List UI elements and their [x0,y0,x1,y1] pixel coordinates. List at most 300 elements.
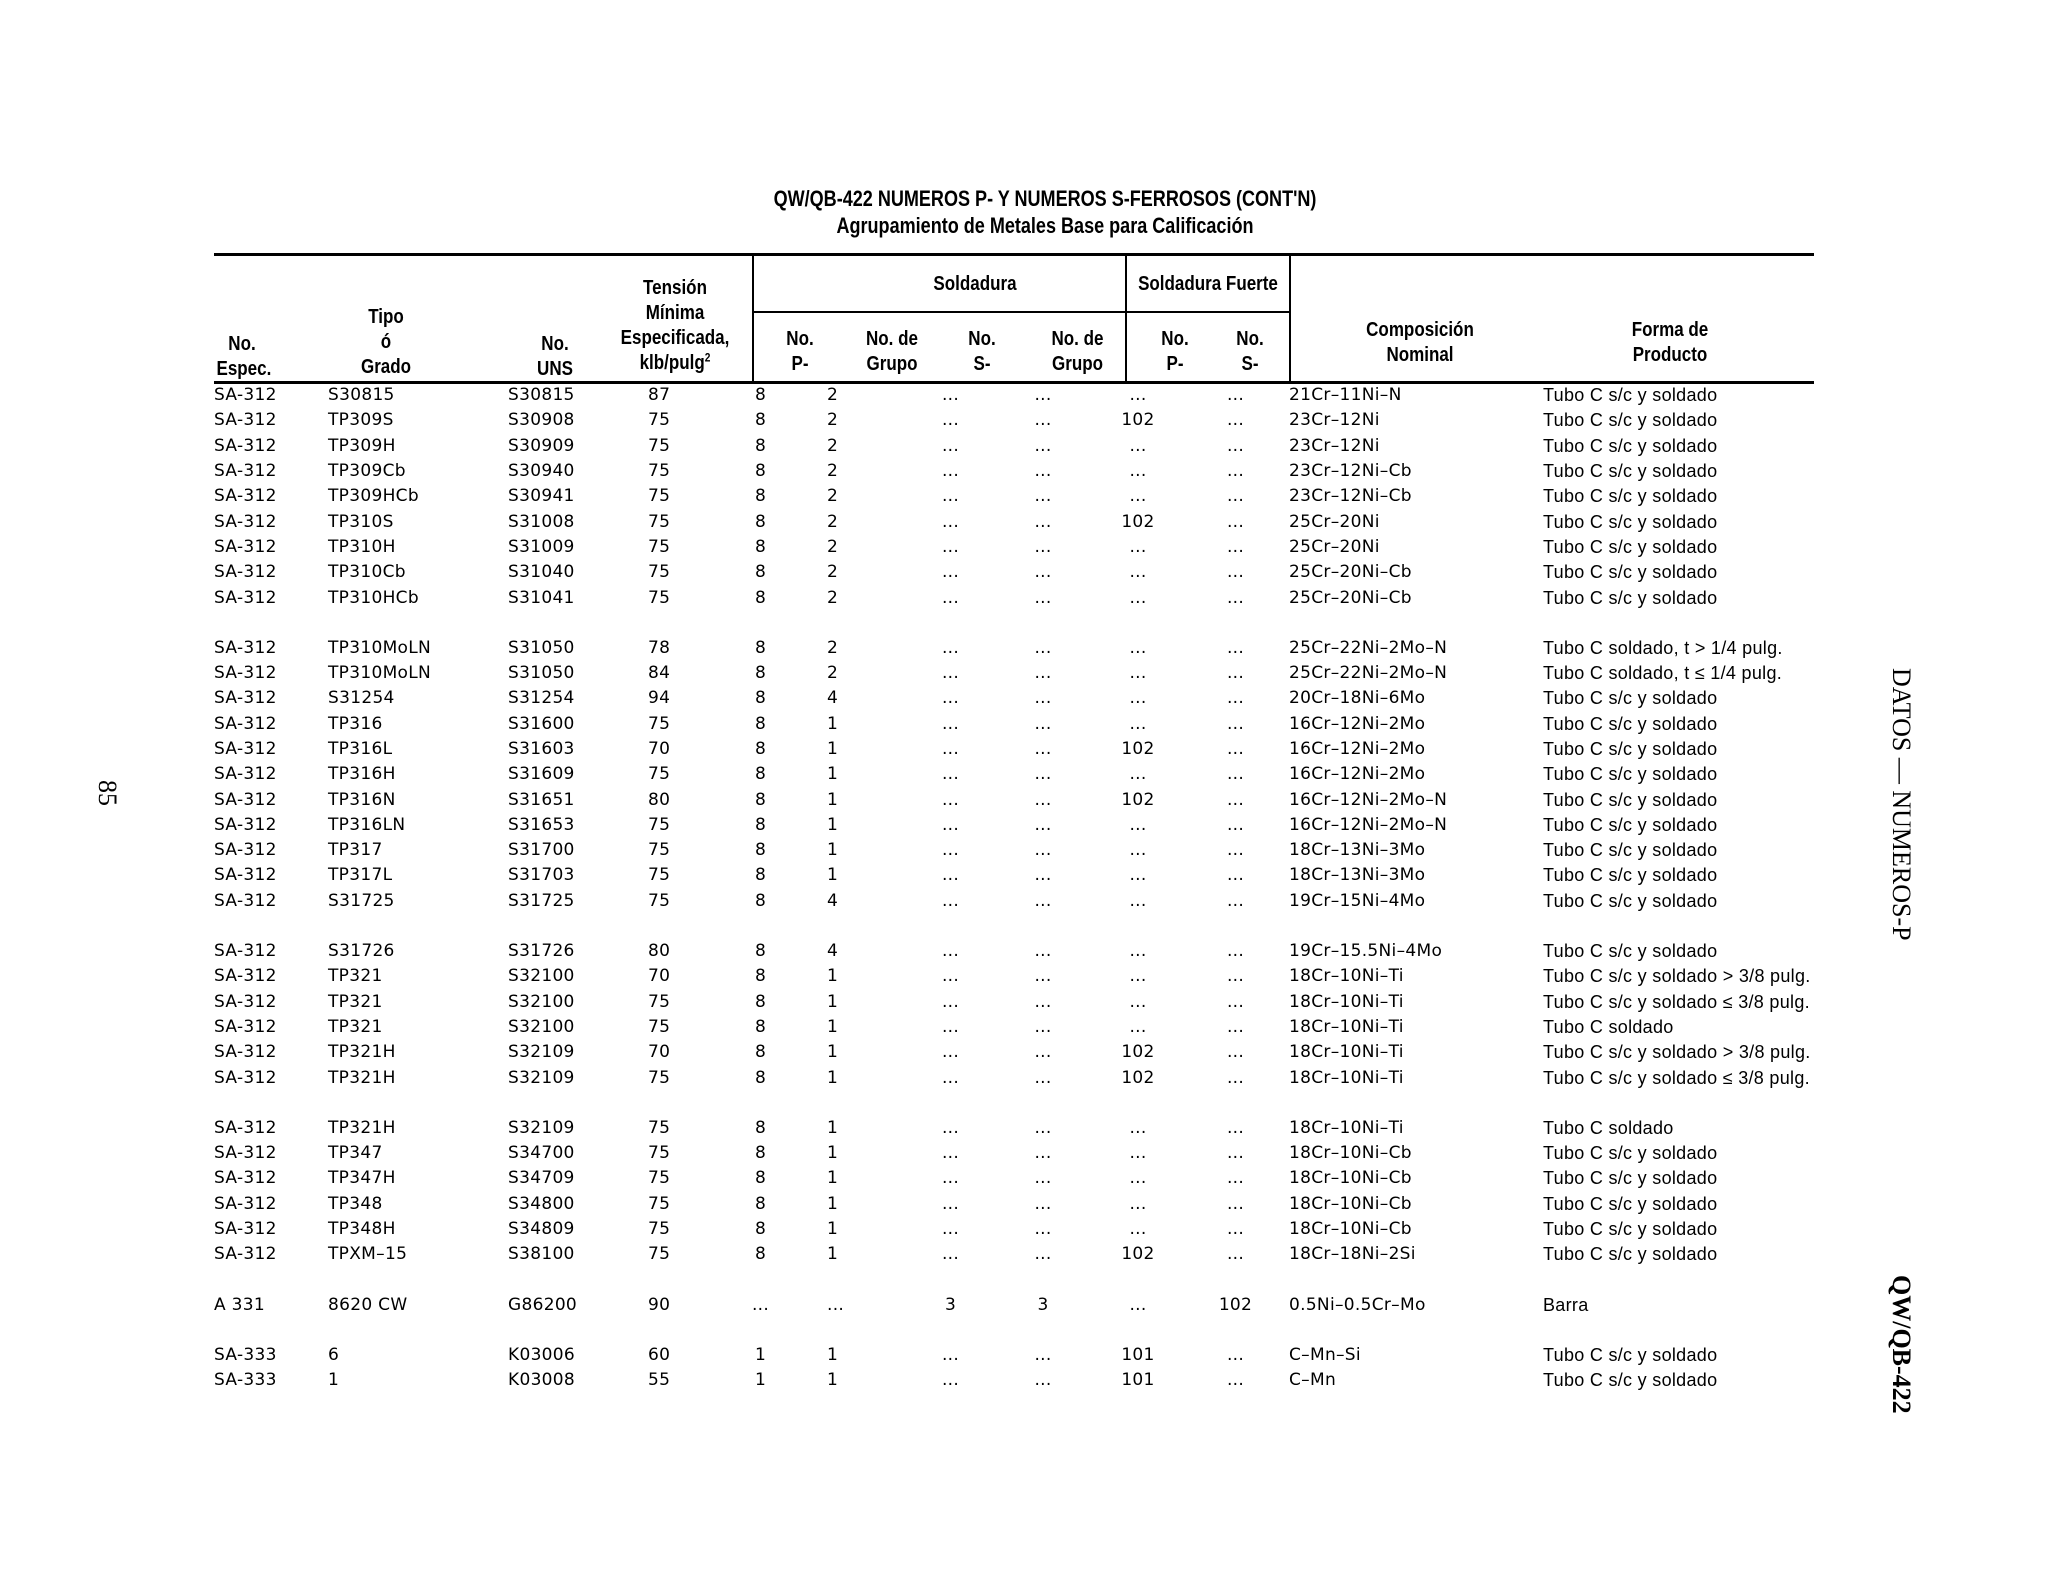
cell-sold-grupo-s: ... [1034,1117,1052,1138]
cell-composicion: 18Cr–10Ni–Ti [1289,1042,1404,1063]
cell-sold-grupo: 1 [827,1143,839,1164]
side-label-code: QW/QB-422 [1887,1275,1916,1414]
header-text: No. [1236,328,1264,350]
cell-uns: S31703 [508,865,575,886]
cell-sold-grupo: 2 [827,637,839,658]
cell-sold-s: ... [941,1168,960,1189]
table-spacer-row [214,914,1874,939]
table-spacer-row [214,1268,1874,1293]
cell-espec: SA-333 [214,1344,277,1365]
cell-espec: SA-312 [214,840,277,861]
cell-composicion: C–Mn–Si [1289,1344,1361,1365]
cell-uns: S32109 [508,1042,575,1063]
cell-sold-grupo: 1 [827,966,839,987]
cell-sold-s: ... [941,1193,960,1214]
header-sf-s [1229,327,1272,377]
cell-forma: Tubo C s/c y soldado [1543,1219,1718,1240]
cell-sold-grupo-s: 3 [1037,1294,1049,1315]
cell-forma: Tubo C s/c y soldado [1543,1244,1718,1265]
cell-sold-grupo: 2 [827,385,839,406]
cell-sf-p: ... [1129,587,1147,608]
header-tipo [352,305,420,380]
cell-sold-s: ... [941,840,960,861]
cell-espec: SA-312 [214,688,277,709]
cell-uns: S34700 [508,1143,575,1164]
cell-forma: Tubo C s/c y soldado [1543,410,1718,431]
cell-forma: Tubo C s/c y soldado [1543,461,1718,482]
cell-sold-s: ... [941,739,960,759]
table-row [214,1293,1874,1318]
cell-uns: S31009 [508,536,575,557]
cell-composicion: 25Cr–22Ni–2Mo–N [1289,637,1448,658]
cell-uns: S31603 [508,739,575,759]
cell-sf-p: ... [1129,461,1147,482]
cell-grado: S31725 [328,890,395,911]
header-sold-grupo [858,327,926,377]
cell-sold-p: 8 [754,637,767,658]
cell-sf-s: ... [1226,764,1245,785]
cell-sf-s: ... [1226,486,1245,507]
cell-sold-grupo-s: ... [1034,663,1052,684]
cell-sold-grupo: 2 [827,410,839,431]
cell-sold-s: ... [941,991,960,1012]
cell-sold-s: ... [941,1067,960,1088]
cell-sold-s: ... [941,410,960,431]
cell-sold-p: 8 [754,562,767,583]
cell-composicion: 0.5Ni–0.5Cr–Mo [1289,1294,1426,1315]
cell-uns: S31726 [508,941,575,962]
cell-sf-p: ... [1129,865,1147,886]
table-row [214,838,1874,863]
cell-sold-s: ... [941,1370,960,1391]
cell-espec: SA-312 [214,1016,277,1037]
cell-sold-p: 8 [754,511,767,532]
cell-grado: 6 [328,1344,340,1365]
table-row [214,636,1874,661]
cell-sf-p: 102 [1121,1042,1155,1063]
cell-sold-p: 8 [754,385,767,406]
cell-sf-s: ... [1226,435,1245,456]
cell-sold-grupo-s: ... [1034,385,1052,406]
cell-sf-p: ... [1129,840,1147,861]
header-text: Mínima [645,302,705,324]
cell-composicion: 18Cr–10Ni–Ti [1289,991,1404,1012]
cell-sold-grupo-s: ... [1034,1219,1052,1240]
cell-forma: Tubo C s/c y soldado [1543,688,1718,709]
cell-forma: Tubo C s/c y soldado [1543,713,1718,734]
cell-grado: TP309HCb [328,486,419,507]
cell-sf-s: ... [1226,966,1245,987]
cell-composicion: 25Cr–22Ni–2Mo–N [1289,663,1448,684]
table-row [214,737,1874,762]
cell-tension: 75 [648,486,671,507]
cell-sf-p: ... [1129,1117,1147,1138]
cell-sold-p: 8 [754,587,767,608]
cell-sold-s: ... [941,865,960,886]
cell-sf-p: 102 [1121,739,1155,759]
cell-forma: Tubo C soldado [1543,1117,1674,1138]
cell-grado: TP321 [328,966,383,987]
cell-composicion: 18Cr–10Ni–Cb [1289,1168,1412,1189]
cell-uns: K03008 [508,1370,576,1391]
header-text: P- [791,353,809,375]
cell-grado: TP317 [328,840,383,861]
cell-composicion: 23Cr–12Ni [1289,435,1380,456]
cell-tension: 75 [648,865,671,886]
cell-grado: TP309H [328,435,396,456]
spacer-cell [214,1268,1874,1293]
cell-composicion: 25Cr–20Ni [1289,536,1380,557]
cell-grado: TP316 [328,713,383,734]
cell-sold-grupo: 2 [827,461,839,482]
cell-forma: Tubo C s/c y soldado [1543,789,1718,810]
cell-sold-grupo-s: ... [1034,1370,1052,1391]
cell-sold-p: 8 [754,1193,767,1214]
table-spacer-row [214,1091,1874,1116]
cell-forma: Tubo C s/c y soldado [1543,1370,1718,1391]
cell-sold-p: 8 [754,1143,767,1164]
cell-espec: SA-312 [214,461,277,482]
cell-sold-s: ... [941,890,960,911]
cell-tension: 60 [648,1344,671,1365]
cell-sold-grupo-s: ... [1034,890,1052,911]
cell-sf-p: ... [1129,1016,1147,1037]
cell-grado: TP321 [328,1016,383,1037]
header-text: P- [1166,353,1184,375]
table-row [214,964,1874,989]
cell-forma: Tubo C s/c y soldado [1543,890,1718,911]
cell-grado: TP316H [328,764,396,785]
cell-sf-p: ... [1129,814,1147,835]
cell-uns: S31700 [508,840,575,861]
cell-grado: TP321 [328,991,383,1012]
cell-forma: Tubo C s/c y soldado [1543,941,1718,962]
cell-sf-p: 102 [1121,410,1155,431]
cell-tension: 75 [648,511,671,532]
cell-sold-p: 8 [754,814,767,835]
cell-sold-grupo: 2 [827,663,839,684]
header-text: Grado [360,356,412,378]
cell-composicion: 18Cr–13Ni–3Mo [1289,865,1426,886]
cell-grado: TP347 [328,1143,383,1164]
cell-sold-grupo: 2 [827,486,839,507]
header-text: No. de [866,328,918,350]
cell-tension: 55 [648,1370,671,1391]
header-text: Especificada, [620,327,730,349]
table-row [214,1015,1874,1040]
header-forma [1602,318,1738,368]
cell-sold-grupo-s: ... [1034,1244,1052,1265]
cell-sold-p: 8 [754,663,767,684]
cell-sold-p: 1 [754,1370,767,1391]
cell-forma: Tubo C s/c y soldado [1543,1344,1718,1365]
cell-sold-s: ... [941,688,960,709]
cell-sold-grupo: 1 [827,789,839,810]
cell-forma: Tubo C s/c y soldado [1543,1193,1718,1214]
cell-composicion: 18Cr–10Ni–Cb [1289,1219,1412,1240]
cell-sold-s: ... [941,713,960,734]
cell-uns: S30940 [508,461,575,482]
cell-sf-p: 101 [1121,1370,1155,1391]
cell-sf-p: ... [1129,966,1147,987]
header-text: Nominal [1386,344,1454,366]
cell-composicion: 16Cr–12Ni–2Mo [1289,764,1426,785]
cell-sold-grupo-s: ... [1034,789,1052,810]
table-row [214,585,1874,610]
cell-sf-s: ... [1226,461,1245,482]
cell-sold-p: 8 [754,865,767,886]
table-row [214,1141,1874,1166]
header-text: S- [1241,353,1259,375]
cell-sold-p: 8 [754,966,767,987]
cell-composicion: 18Cr–10Ni–Cb [1289,1143,1412,1164]
cell-espec: SA-312 [214,1143,277,1164]
header-composicion [1352,318,1488,368]
cell-sold-s: ... [941,637,960,658]
cell-sf-s: ... [1226,991,1245,1012]
cell-uns: G86200 [508,1294,578,1315]
cell-sf-s: ... [1226,1168,1245,1189]
cell-espec: SA-312 [214,1244,277,1265]
cell-sold-grupo: 2 [827,435,839,456]
cell-sold-s: ... [941,1042,960,1063]
cell-sold-grupo-s: ... [1034,840,1052,861]
cell-sf-p: ... [1129,890,1147,911]
cell-forma: Tubo C s/c y soldado [1543,536,1718,557]
cell-sf-s: 102 [1218,1294,1253,1315]
cell-sold-grupo: 2 [827,536,839,557]
table-row [214,484,1874,509]
cell-sf-p: 101 [1121,1344,1155,1365]
header-divider [1289,256,1291,381]
cell-sold-grupo-s: ... [1034,814,1052,835]
header-text: Grupo [1052,353,1103,375]
cell-sold-s: ... [941,941,960,962]
table-row [214,383,1874,408]
cell-uns: S31040 [508,562,575,583]
cell-forma: Tubo C s/c y soldado [1543,865,1718,886]
cell-composicion: C–Mn [1289,1370,1337,1391]
header-no-espec [216,332,272,382]
cell-espec: SA-312 [214,1117,277,1138]
cell-forma: Tubo C s/c y soldado ≤ 3/8 pulg. [1543,1067,1810,1088]
cell-forma: Tubo C s/c y soldado > 3/8 pulg. [1543,966,1811,987]
header-tension [611,276,739,376]
cell-espec: SA-312 [214,865,277,886]
cell-uns: S34800 [508,1193,575,1214]
cell-grado: TP348 [328,1193,383,1214]
cell-sold-s: ... [941,562,960,583]
cell-forma: Tubo C s/c y soldado [1543,814,1718,835]
header-text: UNS [537,358,573,380]
cell-sold-grupo-s: ... [1034,713,1052,734]
cell-espec: SA-312 [214,562,277,583]
table-row [214,686,1874,711]
cell-espec: SA-312 [214,941,277,962]
cell-uns: S31254 [508,688,575,709]
cell-forma: Tubo C s/c y soldado [1543,587,1718,608]
cell-uns: S32109 [508,1067,575,1088]
spacer-cell [214,914,1874,939]
cell-sold-s: ... [941,1143,960,1164]
cell-sold-p: 8 [754,789,767,810]
cell-sold-grupo: 1 [827,991,839,1012]
cell-sold-p: 8 [754,688,767,709]
cell-sold-s: ... [941,789,960,810]
cell-sold-s: ... [941,536,960,557]
table-title: QW/QB-422 NUMEROS P- Y NUMEROS S-FERROSOS (CONT'N) [773,186,1317,211]
cell-tension: 70 [648,966,671,987]
cell-sold-grupo: ... [827,1294,845,1315]
cell-sold-grupo-s: ... [1034,536,1052,557]
table-row [214,459,1874,484]
header-text: Tensión [643,277,707,299]
cell-tension: 80 [648,789,671,810]
cell-espec: SA-312 [214,1042,277,1063]
cell-sold-grupo-s: ... [1034,637,1052,658]
header-text: No. [968,328,996,350]
cell-sf-s: ... [1226,789,1245,810]
header-text: No. de [1051,328,1104,350]
cell-espec: SA-312 [214,486,277,507]
cell-tension: 70 [648,739,671,759]
cell-sf-s: ... [1226,739,1245,759]
table-row [214,535,1874,560]
cell-sf-p: ... [1129,1143,1147,1164]
cell-composicion: 18Cr–10Ni–Ti [1289,1016,1404,1037]
cell-espec: SA-312 [214,739,277,759]
cell-sold-grupo: 4 [827,941,839,962]
cell-sold-grupo: 2 [827,587,839,608]
cell-sf-p: ... [1129,663,1147,684]
cell-sf-s: ... [1226,1117,1245,1138]
cell-sold-s: ... [941,1219,960,1240]
cell-sold-grupo-s: ... [1034,435,1052,456]
cell-sf-p: ... [1129,1219,1147,1240]
cell-uns: S30815 [508,385,575,406]
data-table [214,383,1874,1393]
cell-sold-p: 8 [754,1117,767,1138]
cell-sold-p: 8 [754,1244,767,1265]
cell-espec: SA-312 [214,435,277,456]
header-text: No. [1161,328,1189,350]
cell-sold-grupo-s: ... [1034,941,1052,962]
cell-sold-s: ... [941,587,960,608]
cell-composicion: 20Cr–18Ni–6Mo [1289,688,1426,709]
cell-tension: 75 [648,1016,671,1037]
cell-sold-p: ... [751,1294,770,1315]
cell-sold-p: 8 [754,764,767,785]
cell-uns: S30941 [508,486,575,507]
cell-grado: TP310MoLN [328,663,432,684]
header-text: ó [380,331,392,353]
table-row [214,560,1874,585]
cell-composicion: 23Cr–12Ni [1289,410,1380,431]
cell-grado: TP310Cb [328,562,406,583]
table-row [214,1343,1874,1368]
cell-composicion: 18Cr–10Ni–Ti [1289,1067,1404,1088]
cell-espec: SA-312 [214,536,277,557]
table-row [214,661,1874,686]
cell-composicion: 18Cr–10Ni–Ti [1289,966,1404,987]
cell-espec: SA-333 [214,1370,277,1391]
cell-sold-p: 8 [754,991,767,1012]
cell-sold-grupo-s: ... [1034,511,1052,532]
cell-sold-s: ... [941,1117,960,1138]
cell-uns: S32100 [508,991,575,1012]
cell-tension: 75 [648,1219,671,1240]
cell-sold-grupo-s: ... [1034,1016,1052,1037]
cell-sold-s: ... [941,966,960,987]
cell-tension: 75 [648,1067,671,1088]
cell-sf-p: 102 [1121,789,1155,810]
cell-espec: SA-312 [214,410,277,431]
cell-tension: 75 [648,991,671,1012]
header-text: Producto [1632,344,1708,366]
cell-espec: SA-312 [214,789,277,810]
cell-uns: S31041 [508,587,575,608]
cell-sf-s: ... [1226,840,1245,861]
cell-tension: 75 [648,1117,671,1138]
table-row [214,787,1874,812]
cell-composicion: 18Cr–10Ni–Ti [1289,1117,1404,1138]
table-row [214,990,1874,1015]
table-row [214,408,1874,433]
header-text: Espec. [216,358,272,380]
cell-tension: 90 [648,1294,671,1315]
cell-tension: 75 [648,1193,671,1214]
cell-uns: S31609 [508,764,575,785]
cell-tension: 75 [648,1168,671,1189]
cell-composicion: 25Cr–20Ni [1289,511,1380,532]
cell-sold-grupo-s: ... [1034,562,1052,583]
cell-sold-grupo: 1 [827,814,839,835]
header-divider [752,256,754,381]
cell-grado: TP316L [328,739,393,759]
cell-espec: SA-312 [214,814,277,835]
cell-grado: TP316LN [328,814,406,835]
cell-espec: SA-312 [214,764,277,785]
cell-sf-p: ... [1129,1168,1147,1189]
cell-tension: 84 [648,663,671,684]
cell-sf-s: ... [1226,1244,1245,1265]
cell-forma: Tubo C s/c y soldado [1543,435,1718,456]
table-row [214,813,1874,838]
cell-grado: TP316N [328,789,396,810]
cell-sold-p: 8 [754,941,767,962]
cell-composicion: 23Cr–12Ni–Cb [1289,461,1412,482]
cell-espec: SA-312 [214,385,277,406]
cell-sf-s: ... [1226,410,1245,431]
cell-sold-s: ... [941,764,960,785]
cell-uns: S31050 [508,663,575,684]
cell-composicion: 18Cr–10Ni–Cb [1289,1193,1412,1214]
cell-sold-p: 8 [754,1016,767,1037]
cell-grado: TP310H [328,536,396,557]
cell-sf-s: ... [1226,814,1245,835]
cell-tension: 78 [648,637,671,658]
cell-sf-p: 102 [1121,1244,1155,1265]
cell-sf-s: ... [1226,511,1245,532]
cell-composicion: 21Cr–11Ni–N [1289,385,1402,406]
cell-tension: 75 [648,536,671,557]
cell-sold-grupo: 1 [827,1016,839,1037]
cell-grado: TP347H [328,1168,396,1189]
cell-uns: S32100 [508,966,575,987]
cell-sold-grupo-s: ... [1034,1067,1052,1088]
cell-tension: 75 [648,814,671,835]
table-row [214,762,1874,787]
